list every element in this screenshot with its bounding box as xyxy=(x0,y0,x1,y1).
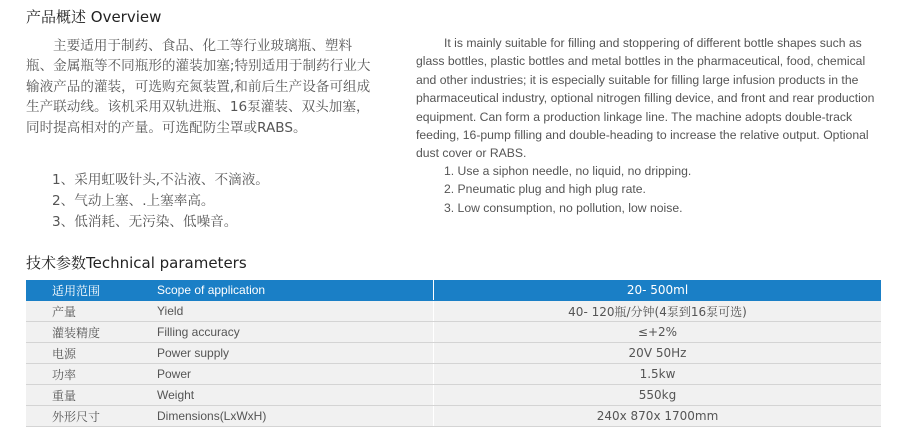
param-name-en: Dimensions(LxWxH) xyxy=(157,406,434,427)
en-feature-item: 2. Pneumatic plug and high plug rate. xyxy=(444,182,646,197)
zh-feature-item: 1、采用虹吸针头,不沾液、不滴液。 xyxy=(52,172,269,188)
en-feature-item: 1. Use a siphon needle, no liquid, no dripping. xyxy=(444,164,692,178)
param-value: 240x 870x 1700mm xyxy=(434,406,882,427)
param-name-zh: 功率 xyxy=(26,364,157,385)
param-value: ≤+2% xyxy=(434,322,882,343)
table-row xyxy=(26,301,881,322)
param-name-en: Scope of application xyxy=(157,280,434,301)
table-row xyxy=(26,406,881,427)
param-value: 20- 500ml xyxy=(434,280,882,301)
param-name-zh: 产量 xyxy=(26,301,157,322)
param-name-en: Yield xyxy=(157,301,434,322)
zh-feature-item: 2、气动上塞、.上塞率高。 xyxy=(52,193,215,209)
param-name-en: Filling accuracy xyxy=(157,322,434,343)
param-name-zh: 适用范围 xyxy=(26,280,157,301)
zh-feature-item: 3、低消耗、无污染、低噪音。 xyxy=(52,214,238,230)
overview-en-paragraph: It is mainly suitable for filling and stoppering of different bottle shapes such as glass bottles, plastic bottles and metal bottles in the pharmaceutical, food, chemical and other industries; it is especially suitable for filling large infusion products in the pharmaceutical industry, optional nitrogen filling device, and front and rear production equipment. Can form a production linkage line. The machine adopts double-track feeding, 16-pump filling and double-heading to increase the relative output. Optional dust cover or RABS. xyxy=(416,36,875,161)
param-name-zh: 外形尺寸 xyxy=(26,406,157,427)
param-name-zh: 电源 xyxy=(26,343,157,364)
param-name-en: Weight xyxy=(157,385,434,406)
tech-params-table xyxy=(26,280,881,427)
param-name-zh: 灌装精度 xyxy=(26,322,157,343)
zh-feature-list xyxy=(52,170,269,233)
param-name-en: Power xyxy=(157,364,434,385)
en-feature-list xyxy=(444,162,691,217)
table-row xyxy=(26,364,881,385)
tech-params-title: 技术参数Technical parameters xyxy=(26,254,247,272)
en-feature-item: 3. Low consumption, no pollution, low noise. xyxy=(444,200,683,215)
param-value: 20V 50Hz xyxy=(434,343,882,364)
table-header-row xyxy=(26,280,881,301)
table-row xyxy=(26,322,881,343)
table-row xyxy=(26,385,881,406)
param-value: 1.5kw xyxy=(434,364,882,385)
param-value: 550kg xyxy=(434,385,882,406)
param-value: 40- 120瓶/分钟(4泵到16泵可选) xyxy=(434,301,882,322)
overview-title: 产品概述 Overview xyxy=(26,8,162,26)
table-row xyxy=(26,343,881,364)
overview-zh-paragraph: 主要适用于制药、食品、化工等行业玻璃瓶、塑料瓶、金属瓶等不同瓶形的灌装加塞;特别适用于制药行业大输液产品的灌装，可选购充氮装置,和前后生产设备可组成生产联动线。该机采用双轨进瓶、16泵灌装、双头加塞，同时提高相对的产量。可选配防尘罩或RABS。 xyxy=(26,38,371,136)
param-name-en: Power supply xyxy=(157,343,434,364)
param-name-zh: 重量 xyxy=(26,385,157,406)
